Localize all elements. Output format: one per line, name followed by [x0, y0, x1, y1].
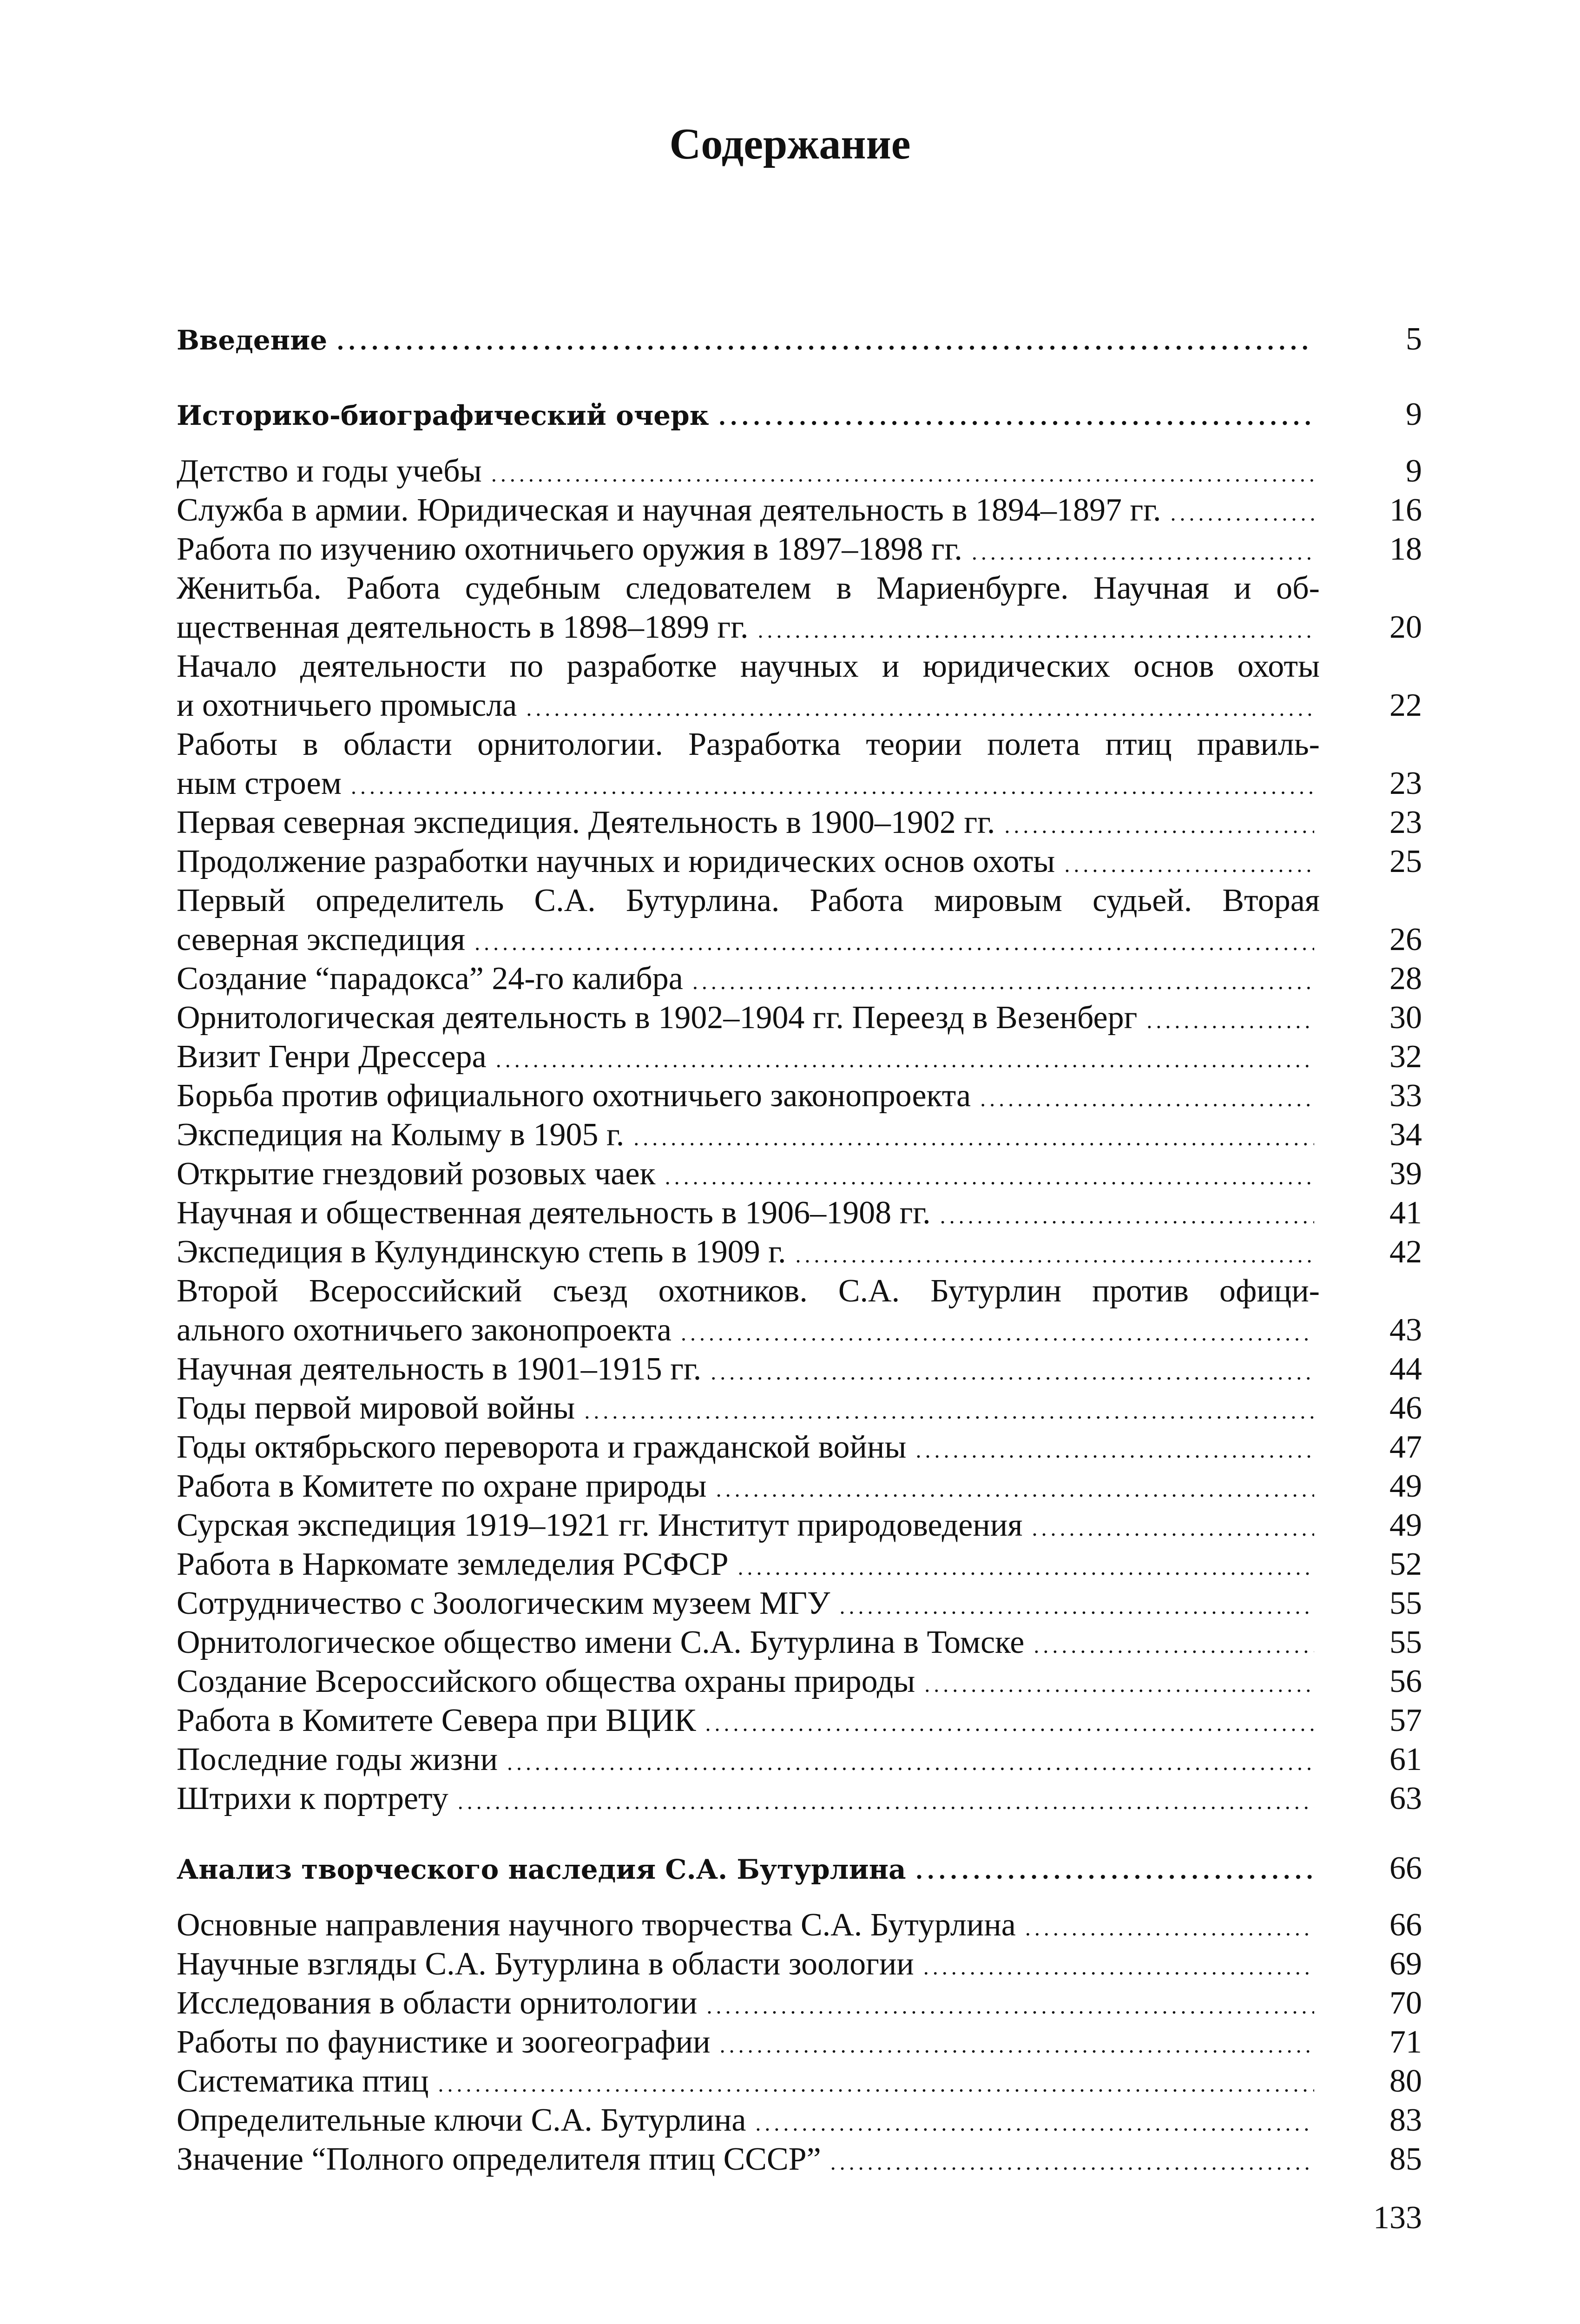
- dot-leader: [633, 1119, 1314, 1158]
- dot-leader: [681, 1314, 1314, 1353]
- toc-entry-title: Экспедиция на Колыму в 1905 г.: [177, 1117, 625, 1153]
- dot-leader: [692, 963, 1314, 1002]
- toc-entry-title: Сурская экспедиция 1919–1921 гг. Институт природоведения: [177, 1507, 1023, 1543]
- toc-entry-title: Последние годы жизни: [177, 1742, 498, 1777]
- dot-leader: [940, 1197, 1314, 1236]
- toc-entry-last-line: [177, 2023, 1422, 2062]
- toc-entry-title: Работа по изучению охотничьего оружия в 1897–1898 гг.: [177, 531, 962, 567]
- dot-leader: [458, 1783, 1314, 1822]
- dot-leader: [923, 1948, 1314, 1987]
- toc-page-number: 34: [1389, 1117, 1422, 1153]
- toc-page-number: 70: [1389, 1985, 1422, 2021]
- toc-entry-last-line: [177, 1350, 1422, 1389]
- toc-entry-line: Первый определитель С.А. Бутурлина. Работа мировым судьей. Вторая: [177, 883, 1320, 918]
- toc-page-number: 9: [1406, 396, 1422, 432]
- dot-leader: [755, 2104, 1314, 2143]
- dot-leader: [915, 1852, 1314, 1891]
- toc-entry-line: Начало деятельности по разработке научных и юридических основ охоты: [177, 648, 1320, 684]
- toc-entry-title: Анализ творческого наследия С.А. Бутурлина: [177, 1854, 906, 1885]
- toc-entry-title: Экспедиция в Кулундинскую степь в 1909 г.: [177, 1234, 786, 1270]
- toc-entry-last-line: [177, 1116, 1422, 1155]
- toc-entry-last-line: [177, 1155, 1422, 1194]
- dot-leader: [972, 533, 1314, 572]
- table-of-contents: [177, 0, 1422, 2324]
- toc-page-number: 63: [1389, 1781, 1422, 1816]
- toc-entry-title: Штрихи к портрету: [177, 1781, 448, 1816]
- toc-entry-title: Служба в армии. Юридическая и научная деятельность в 1894–1897 гг.: [177, 492, 1161, 528]
- toc-entry-title: Введение: [177, 324, 328, 356]
- toc-entry-title: Основные направления научного творчества С.А. Бутурлина: [177, 1907, 1016, 1943]
- dot-leader: [438, 2065, 1315, 2104]
- toc-entry-last-line: [177, 920, 1422, 959]
- toc-entry-last-line: [177, 1467, 1422, 1506]
- toc-entry-title: Определительные ключи С.А. Бутурлина: [177, 2102, 746, 2138]
- toc-page-number: 5: [1406, 321, 1422, 357]
- toc-page-number: 49: [1389, 1507, 1422, 1543]
- toc-entry-last-line: [177, 842, 1422, 881]
- toc-page-number: 55: [1389, 1585, 1422, 1621]
- dot-leader: [1004, 806, 1314, 845]
- toc-page-number: 71: [1389, 2024, 1422, 2060]
- toc-page-number: 52: [1389, 1546, 1422, 1582]
- toc-entry-last-line: [177, 1076, 1422, 1116]
- toc-entry-title: Научные взгляды С.А. Бутурлина в области зоологии: [177, 1946, 914, 1982]
- toc-page-number: 47: [1389, 1429, 1422, 1465]
- toc-entry-last-line: [177, 686, 1422, 725]
- toc-entry-last-line: [177, 1662, 1422, 1701]
- toc-entry-title: Значение “Полного определителя птиц СССР”: [177, 2141, 821, 2177]
- toc-entry-line: Второй Всероссийский съезд охотников. С.А. Бутурлин против офици-: [177, 1273, 1320, 1309]
- toc-page-number: 55: [1389, 1624, 1422, 1660]
- toc-entry-title: Создание Всероссийского общества охраны природы: [177, 1664, 915, 1699]
- dot-leader: [706, 1987, 1314, 2026]
- toc-page-number: 46: [1389, 1390, 1422, 1426]
- toc-entry-title: и охотничьего промысла: [177, 687, 517, 723]
- dot-leader: [526, 689, 1314, 728]
- toc-entry-last-line: [177, 1037, 1422, 1076]
- toc-entry-last-line: [177, 1194, 1422, 1233]
- toc-entry-last-line: [177, 1233, 1422, 1272]
- toc-page-number: 22: [1389, 687, 1422, 723]
- toc-page-number: 57: [1389, 1703, 1422, 1738]
- toc-entry-title: северная экспедиция: [177, 922, 466, 957]
- dot-leader: [1171, 494, 1314, 533]
- dot-leader: [665, 1158, 1314, 1197]
- dot-leader: [705, 1704, 1314, 1743]
- toc-page-number: 66: [1389, 1850, 1422, 1886]
- toc-page-number: 39: [1389, 1156, 1422, 1192]
- toc-entry-title: Годы октябрьского переворота и гражданской войны: [177, 1429, 907, 1465]
- dot-leader: [351, 767, 1314, 806]
- toc-entry-title: Работа в Комитете Севера при ВЦИК: [177, 1703, 696, 1738]
- toc-page-number: 41: [1389, 1195, 1422, 1231]
- toc-page-number: 25: [1389, 844, 1422, 879]
- toc-entry-last-line: [177, 608, 1422, 647]
- dot-leader: [924, 1665, 1314, 1704]
- toc-page-number: 83: [1389, 2102, 1422, 2138]
- dot-leader: [491, 455, 1314, 494]
- dot-leader: [718, 398, 1314, 437]
- toc-entry-title: Систематика птиц: [177, 2063, 429, 2099]
- toc-entry-title: Историко-биографический очерк: [177, 400, 709, 431]
- toc-page-number: 23: [1389, 805, 1422, 840]
- dot-leader: [496, 1041, 1314, 1080]
- toc-entry-title: Визит Генри Дрессера: [177, 1039, 487, 1075]
- dot-leader: [830, 2143, 1314, 2182]
- toc-page-number: 49: [1389, 1468, 1422, 1504]
- dot-leader: [720, 2026, 1314, 2065]
- page-number: 133: [1373, 2200, 1422, 2236]
- toc-entry-last-line: [177, 320, 1422, 359]
- toc-entry-last-line: [177, 1311, 1422, 1350]
- toc-entry-last-line: [177, 1906, 1422, 1945]
- toc-entry-title: ального охотничьего законопроекта: [177, 1312, 672, 1348]
- toc-entry-last-line: [177, 395, 1422, 434]
- toc-entry-title: Научная и общественная деятельность в 1906–1908 гг.: [177, 1195, 931, 1231]
- toc-page-number: 30: [1389, 1000, 1422, 1036]
- dot-leader: [1064, 845, 1314, 885]
- toc-entry-title: Первая северная экспедиция. Деятельность в 1900–1902 гг.: [177, 805, 995, 840]
- dot-leader: [584, 1392, 1314, 1431]
- dot-leader: [758, 611, 1314, 650]
- toc-entry-title: Работа в Наркомате земледелия РСФСР: [177, 1546, 729, 1582]
- toc-page-number: 56: [1389, 1664, 1422, 1699]
- toc-entry-last-line: [177, 1545, 1422, 1584]
- toc-page-number: 85: [1389, 2141, 1422, 2177]
- toc-entry-last-line: [177, 1779, 1422, 1818]
- dot-leader: [980, 1080, 1314, 1119]
- dot-leader: [336, 323, 1314, 362]
- toc-entry-last-line: [177, 2140, 1422, 2179]
- dot-leader: [716, 1470, 1314, 1509]
- toc-entry-last-line: [177, 959, 1422, 998]
- toc-page-number: 26: [1389, 922, 1422, 957]
- toc-page-number: 33: [1389, 1078, 1422, 1114]
- dot-leader: [840, 1587, 1315, 1626]
- toc-entry-title: Годы первой мировой войны: [177, 1390, 575, 1426]
- toc-page-number: 42: [1389, 1234, 1422, 1270]
- toc-entry-title: Работы по фаунистике и зоогеографии: [177, 2024, 711, 2060]
- toc-entry-last-line: [177, 1506, 1422, 1545]
- toc-entry-title: Детство и годы учебы: [177, 453, 482, 489]
- dot-leader: [507, 1743, 1314, 1783]
- toc-entry-title: Орнитологическая деятельность в 1902–1904 гг. Переезд в Везенберг: [177, 1000, 1138, 1036]
- toc-entry-last-line: [177, 2101, 1422, 2140]
- toc-entry-last-line: [177, 1945, 1422, 1984]
- toc-entry-line: Работы в области орнитологии. Разработка теории полета птиц правиль-: [177, 726, 1320, 762]
- dot-leader: [1146, 1002, 1314, 1041]
- toc-page-number: 20: [1389, 609, 1422, 645]
- toc-entry-last-line: [177, 1428, 1422, 1467]
- dot-leader: [1032, 1509, 1314, 1548]
- toc-entry-title: Открытие гнездовий розовых чаек: [177, 1156, 656, 1192]
- dot-leader: [1025, 1909, 1314, 1948]
- toc-entry-last-line: [177, 803, 1422, 842]
- toc-entry-last-line: [177, 1389, 1422, 1428]
- toc-page-number: 44: [1389, 1351, 1422, 1387]
- toc-page-number: 28: [1389, 961, 1422, 997]
- toc-entry-last-line: [177, 998, 1422, 1037]
- toc-page-number: 32: [1389, 1039, 1422, 1075]
- toc-entry-last-line: [177, 1584, 1422, 1623]
- toc-page-number: 69: [1389, 1946, 1422, 1982]
- toc-entry-title: щественная деятельность в 1898–1899 гг.: [177, 609, 749, 645]
- toc-entry-title: Работа в Комитете по охране природы: [177, 1468, 707, 1504]
- toc-page-number: 23: [1389, 766, 1422, 801]
- dot-leader: [474, 924, 1314, 963]
- toc-entry-last-line: [177, 452, 1422, 491]
- toc-entry-line: Женитьба. Работа судебным следователем в Мариенбурге. Научная и об-: [177, 570, 1320, 606]
- toc-page-number: 16: [1389, 492, 1422, 528]
- toc-entry-last-line: [177, 530, 1422, 569]
- toc-page-number: 43: [1389, 1312, 1422, 1348]
- dot-leader: [711, 1353, 1314, 1392]
- toc-entry-title: Борьба против официального охотничьего законопроекта: [177, 1078, 971, 1114]
- toc-page-number: 61: [1389, 1742, 1422, 1777]
- toc-entry-last-line: [177, 764, 1422, 803]
- toc-entry-title: Научная деятельность в 1901–1915 гг.: [177, 1351, 702, 1387]
- toc-entry-title: ным строем: [177, 766, 342, 801]
- page-title: Содержание: [669, 120, 911, 168]
- toc-entry-last-line: [177, 1984, 1422, 2023]
- toc-page-number: 66: [1389, 1907, 1422, 1943]
- toc-entry-title: Продолжение разработки научных и юридических основ охоты: [177, 844, 1055, 879]
- toc-entry-title: Создание “парадокса” 24-го калибра: [177, 961, 683, 997]
- toc-page-number: 18: [1389, 531, 1422, 567]
- toc-entry-last-line: [177, 1740, 1422, 1779]
- toc-entry-title: Орнитологическое общество имени С.А. Бутурлина в Томске: [177, 1624, 1025, 1660]
- dot-leader: [796, 1236, 1314, 1275]
- toc-entry-last-line: [177, 1701, 1422, 1740]
- toc-entry-title: Сотрудничество с Зоологическим музеем МГУ: [177, 1585, 830, 1621]
- dot-leader: [738, 1548, 1314, 1587]
- dot-leader: [1034, 1626, 1314, 1665]
- toc-entry-last-line: [177, 1849, 1422, 1888]
- toc-entry-last-line: [177, 491, 1422, 530]
- toc-page-number: 9: [1406, 453, 1422, 489]
- toc-entry-last-line: [177, 1623, 1422, 1662]
- toc-entry-last-line: [177, 2062, 1422, 2101]
- toc-entry-title: Исследования в области орнитологии: [177, 1985, 698, 2021]
- toc-page-number: 80: [1389, 2063, 1422, 2099]
- dot-leader: [915, 1431, 1314, 1470]
